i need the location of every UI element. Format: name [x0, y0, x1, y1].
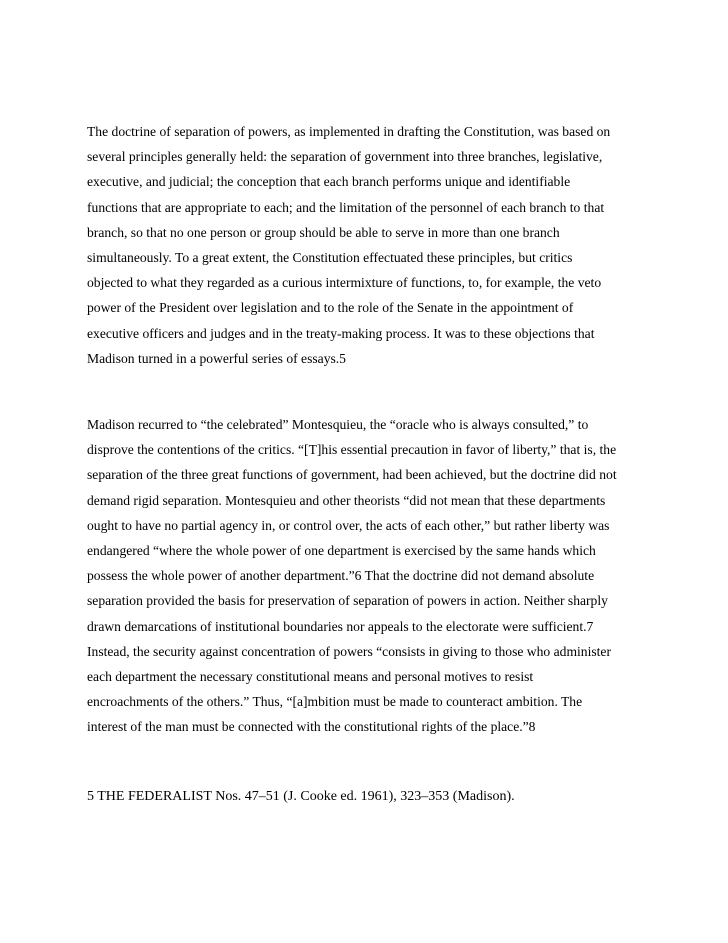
paragraph-line: possess the whole power of another department.”6 That the doctrine did not demand absolute	[87, 568, 595, 584]
paragraph-line: interest of the man must be connected with the constitutional rights of the place.”8	[87, 719, 536, 735]
paragraph-line: Madison recurred to “the celebrated” Montesquieu, the “oracle who is always consulted,” to	[87, 417, 589, 432]
paragraph-line: separation provided the basis for preservation of separation of powers in action. Neither sharply	[87, 593, 608, 609]
footnote	[87, 784, 647, 809]
paragraph-line: executive, and judicial; the conception that each branch performs unique and identifiable	[87, 174, 571, 190]
footnote-text: 5 THE FEDERALIST Nos. 47–51 (J. Cooke ed. 1961), 323–353 (Madison).	[87, 789, 515, 804]
paragraph-line: encroachments of the others.” Thus, “[a]mbition must be made to counteract ambition. The	[87, 694, 583, 710]
paragraph-line: demand rigid separation. Montesquieu and other theorists “did not mean that these departments	[87, 492, 606, 508]
paragraph-line: functions that are appropriate to each; and the limitation of the personnel of each branch to that	[87, 199, 605, 215]
paragraph-line: disprove the contentions of the critics. “[T]his essential precaution in favor of liberty,” that is, the	[87, 442, 617, 458]
paragraph-line: endangered “where the whole power of one department is exercised by the same hands which	[87, 542, 596, 558]
paragraph-line: The doctrine of separation of powers, as implemented in drafting the Constitution, was based on	[87, 124, 611, 139]
paragraph-line: objected to what they regarded as a curious intermixture of functions, to, for example, the veto	[87, 275, 602, 291]
paragraph-line: Madison turned in a powerful series of essays.5	[87, 350, 346, 366]
paragraph-line: branch, so that no one person or group should be able to serve in more than one branch	[87, 224, 560, 240]
paragraph-line: ought to have no partial agency in, or control over, the acts of each other,” but rather liberty was	[87, 517, 610, 533]
paragraph-line: simultaneously. To a great extent, the Constitution effectuated these principles, but critics	[87, 249, 573, 265]
paragraph-separation-of-powers	[87, 119, 647, 371]
paragraph-line: power of the President over legislation and to the role of the Senate in the appointment of	[87, 300, 574, 316]
paragraph-line: separation of the three great functions of government, had been achieved, but the doctrine did not	[87, 467, 617, 483]
paragraph-line: Instead, the security against concentration of powers “consists in giving to those who administer	[87, 643, 611, 659]
paragraph-line: each department the necessary constitutional means and personal motives to resist	[87, 668, 534, 684]
paragraph-line: several principles generally held: the separation of government into three branches, legislative,	[87, 149, 603, 165]
paragraph-line: drawn demarcations of institutional boundaries nor appeals to the electorate were sufficient.7	[87, 618, 594, 634]
paragraph-line: executive officers and judges and in the treaty-making process. It was to these objections that	[87, 325, 595, 341]
paragraph-madison-montesquieu	[87, 412, 647, 739]
